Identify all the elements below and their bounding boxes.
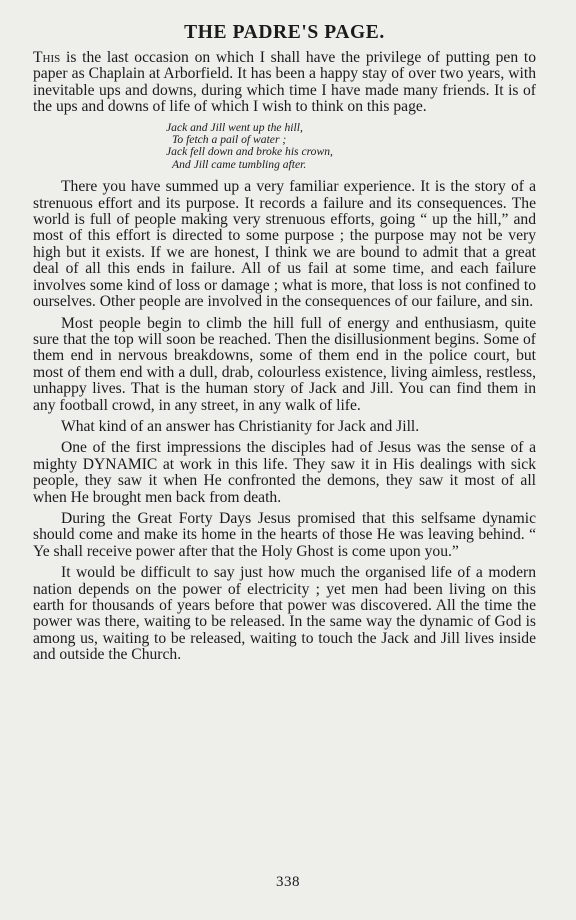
- body-paragraph: One of the first impressions the disciples had of Jesus was the sense of a mighty DYNAMIC at work in this life. They saw it in His dealings with sick people, they saw it when He confronted the demons, they saw it most of all when He brought men back from death.: [33, 439, 536, 506]
- body-paragraph: There you have summed up a very familiar experience. It is the story of a strenuous effort and its purpose. It records a failure and its consequences. The world is full of people making very strenuous efforts, going “ up the hill,” and most of this effort is directed to some purpose ; the purpose may not be very high but it exists. If we are honest, I think we are bound to admit that a great deal of all this ends in failure. All of us fail at some time, and each failure involves some kind of loss or damage ; what is more, that loss is not confined to ourselves. Other people are involved in the consequences of our failure, and sin.: [33, 178, 536, 311]
- verse-line: Jack and Jill went up the hill,: [166, 120, 303, 134]
- body-paragraph: What kind of an answer has Christianity for Jack and Jill.: [61, 417, 420, 435]
- intro-paragraph: [33, 50, 536, 116]
- body-paragraph: During the Great Forty Days Jesus promised that this selfsame dynamic should come and make its home in the hearts of those He was leaving behind. “ Ye shall receive power after that the Holy Ghost is come upon you.”: [33, 509, 536, 560]
- page-number: 338: [276, 874, 300, 890]
- intro-text: is the last occasion on which I shall have the privilege of putting pen to paper as Chaplain at Arborfield. It has been a happy stay of over two years, with inevitable ups and downs, during which time I have made many friends. It is of the ups and downs of life of which I wish to think on this page.: [33, 49, 536, 116]
- verse-line: To fetch a pail of water ;: [172, 133, 287, 147]
- body-paragraph: Most people begin to climb the hill full of energy and enthusiasm, quite sure that the top will soon be reached. Then the disillusionment begins. Some of them end in nervous breakdowns, some of them end in the police court, but most of them end with a dull, drab, colourless existence, living aimless, restless, unhappy lives. That is the human story of Jack and Jill. You can find them in any football crowd, in any street, in any walk of life.: [33, 314, 536, 414]
- body-paragraph: It would be difficult to say just how much the organised life of a modern nation depends on the power of electricity ; yet men had been living on this earth for thousands of years before that power was discovered. All the time the power was there, waiting to be released. In the same way the dynamic of God is among us, waiting to be released, waiting to touch the Jack and Jill lives inside and outside the Church.: [33, 564, 536, 664]
- page-title: THE PADRE'S PAGE.: [184, 22, 385, 43]
- intro-lead-word: This: [33, 49, 61, 66]
- nursery-rhyme-verse: [166, 122, 536, 172]
- verse-line: Jack fell down and broke his crown,: [166, 145, 333, 159]
- verse-line: And Jill came tumbling after.: [172, 157, 307, 171]
